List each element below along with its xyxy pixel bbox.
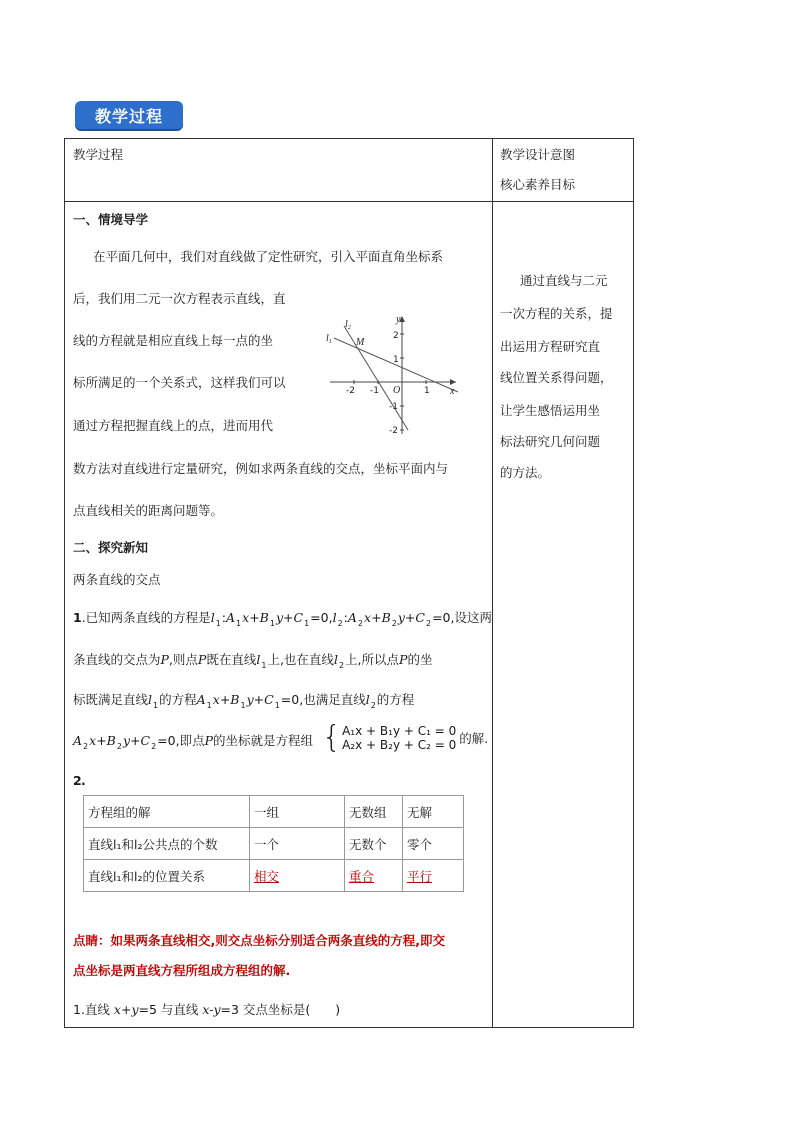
label-y: y xyxy=(396,314,401,325)
part1-line: 数方法对直线进行定量研究，例如求两条直线的交点，坐标平面内与 xyxy=(73,461,449,476)
header-col2-line1: 教学设计意图 xyxy=(500,147,576,162)
part1-line: 通过方程把握直线上的点，进而用代 xyxy=(73,418,274,433)
part1-line: 线的方程就是相应直线上每一点的坐 xyxy=(73,333,274,348)
x-axis-arrow xyxy=(450,379,456,385)
sidebar-note-line: 一次方程的关系，提 xyxy=(500,306,613,321)
table-cell xyxy=(250,860,345,892)
table-cell: 无解 xyxy=(403,796,464,828)
item1-line2: 条直线的交点为P,则点P既在直线$l_1$上,也在直线$l_2$上,所以点P的坐 xyxy=(73,652,433,670)
part2-subtitle: 两条直线的交点 xyxy=(73,572,161,587)
line-l1 xyxy=(334,338,458,392)
label-m: M xyxy=(356,337,365,348)
part1-line: 标所满足的一个关系式，这样我们可以 xyxy=(73,375,286,390)
section-badge: 教学过程 xyxy=(75,101,183,129)
intersection-figure xyxy=(322,312,462,442)
tip-label: 点睛： xyxy=(73,933,111,948)
tick-y-1: 1 xyxy=(393,355,399,365)
label-l1: $l_1$ xyxy=(326,333,332,345)
table-row xyxy=(84,860,464,892)
table-cell: 直线l₁和l₂的位置关系 xyxy=(84,860,250,892)
item2-number: 2 xyxy=(73,773,82,788)
tick-x-neg1: -1 xyxy=(370,386,379,396)
item1-line4: $A_2x+B_2y+C_2=0$,即点P的坐标就是方程组 xyxy=(73,733,314,751)
sidebar-note-line: 出运用方程研究直 xyxy=(500,339,601,354)
answer-coincide: 重合 xyxy=(349,868,375,884)
answer-intersect: 相交 xyxy=(254,868,280,884)
part1-line: 点直线相关的距离问题等。 xyxy=(73,503,224,518)
sidebar-note-line: 让学生感悟运用坐 xyxy=(500,403,601,418)
sidebar-note-line: 通过直线与二元 xyxy=(520,273,608,288)
tick-y-neg1: -1 xyxy=(389,402,398,412)
tick-y-neg2: -2 xyxy=(389,426,398,436)
equation-row2: A₂x + B₂y + C₂ = 0 xyxy=(342,738,457,752)
header-col2-line2: 核心素养目标 xyxy=(500,177,576,192)
column-divider xyxy=(492,138,493,1027)
table-cell: 一个 xyxy=(250,828,345,860)
part1-line: 后，我们用二元一次方程表示直线，直 xyxy=(73,291,286,306)
tick-x-neg2: -2 xyxy=(346,386,355,396)
answer-parallel: 平行 xyxy=(407,868,433,884)
label-origin: O xyxy=(393,385,401,396)
exercise-question: 1.直线 x+y=5 与直线 x-y=3 交点坐标是( ) xyxy=(73,1002,341,1017)
equation-suffix: 的解. xyxy=(459,731,489,746)
equation-system xyxy=(322,720,489,755)
table-cell: 零个 xyxy=(403,828,464,860)
table-cell: 无数组 xyxy=(345,796,403,828)
summary-table xyxy=(83,795,464,892)
tip-line2: 点坐标是两直线方程所组成方程组的解. xyxy=(73,963,291,978)
table-cell xyxy=(403,860,464,892)
item1-line1: 1.已知两条直线的方程是$l_1:A_1x+B_1y+C_1=0,l_2:A_2x+B_2y+C_2=0$,设这两 xyxy=(73,610,492,628)
part2-title: 二、探究新知 xyxy=(73,540,149,555)
brace: { xyxy=(322,720,342,755)
line-l2 xyxy=(344,326,408,430)
part1-line: 在平面几何中，我们对直线做了定性研究，引入平面直角坐标系 xyxy=(93,249,444,264)
tick-y-2: 2 xyxy=(393,331,399,341)
sidebar-note-line: 线位置关系得问题， xyxy=(500,370,613,385)
part1-title: 一、情境导学 xyxy=(73,212,149,227)
sidebar-note-line: 的方法。 xyxy=(500,465,551,480)
table-cell xyxy=(345,860,403,892)
table-row xyxy=(84,796,464,828)
table-cell: 方程组的解 xyxy=(84,796,250,828)
table-cell: 一组 xyxy=(250,796,345,828)
table-cell: 无数个 xyxy=(345,828,403,860)
item2-dot: . xyxy=(81,773,86,788)
item1-line3: 标既满足直线$l_1$的方程$A_1x+B_1y+C_1=0$,也满足直线$l_2$的方程 xyxy=(73,692,415,710)
table-cell: 直线l₁和l₂公共点的个数 xyxy=(84,828,250,860)
table-row xyxy=(84,828,464,860)
label-l2: $l_2$ xyxy=(345,319,351,331)
tip-line1: 点睛：如果两条直线相交,则交点坐标分别适合两条直线的方程,即交 xyxy=(73,933,446,948)
header-col1: 教学过程 xyxy=(73,147,124,162)
sidebar-note-line: 标法研究几何问题 xyxy=(500,434,601,449)
tick-x-1: 1 xyxy=(424,386,430,396)
header-divider xyxy=(64,201,633,202)
label-x: x xyxy=(450,386,455,397)
equation-row1: A₁x + B₁y + C₁ = 0 xyxy=(342,724,457,738)
